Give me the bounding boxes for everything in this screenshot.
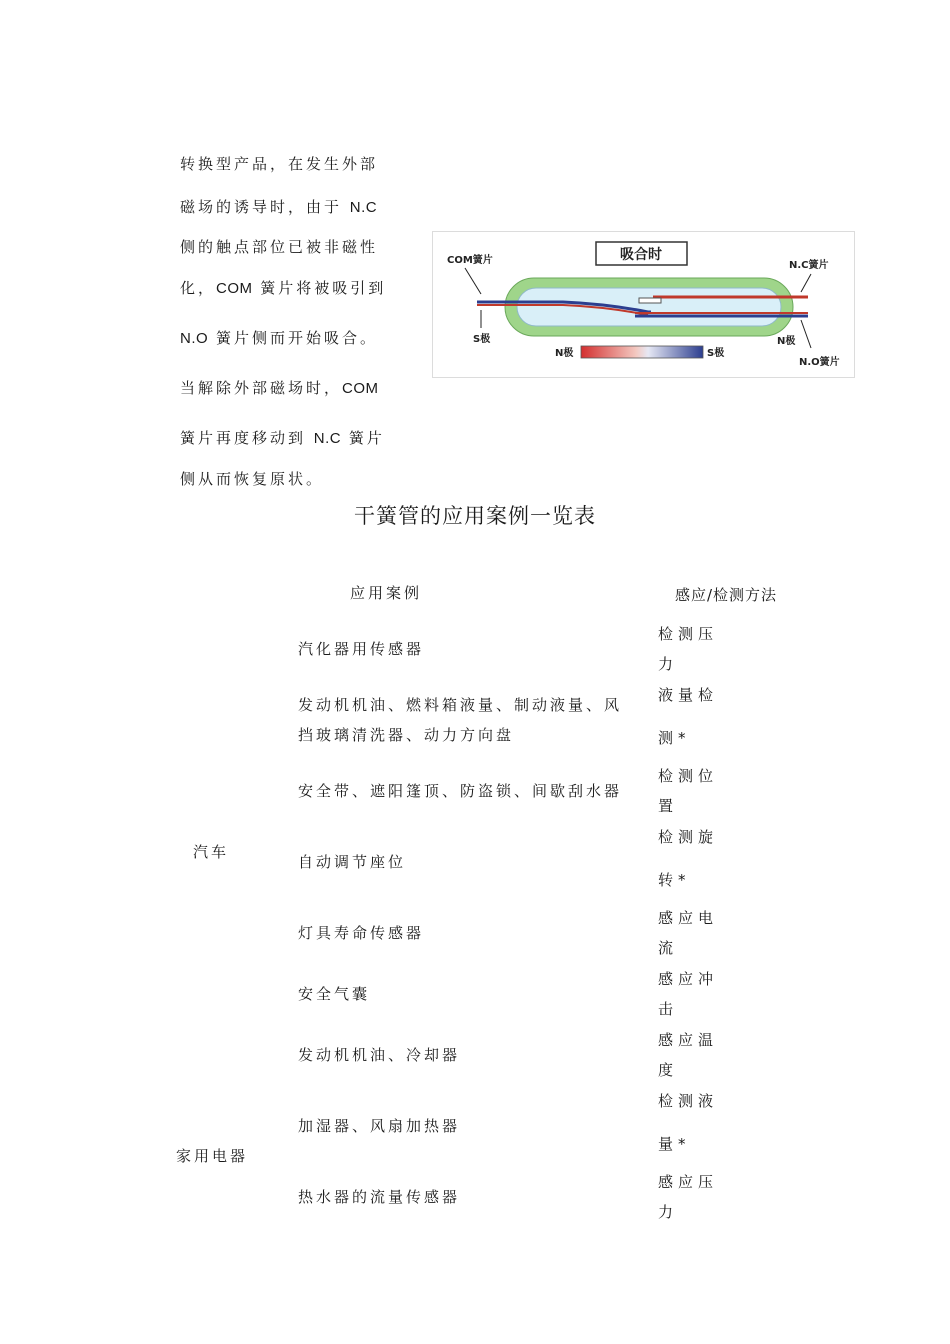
table-row-case: 发动机机油、冷却器 [298,1046,461,1064]
reed-switch-diagram [432,231,855,378]
table-row-method: 感应冲 击 [658,970,719,1018]
n-pole-right-label: N极 [777,336,796,347]
com-leader [465,268,481,294]
bar-s-label: S极 [707,348,725,359]
s-pole-left-label: S极 [473,334,491,345]
intro-line: 磁场的诱导时，由于 N.C [180,198,378,216]
table-row-case: 汽化器用传感器 [298,640,425,658]
intro-line: 簧片再度移动到 N.C 簧片 [180,429,385,447]
group-home-appliances: 家用电器 [176,1147,249,1165]
nc-contact [639,298,661,303]
intro-line: 当解除外部磁场时，COM [180,379,379,397]
table-row-method: 检测液 量* [658,1092,719,1153]
header-case: 应用案例 [350,584,423,602]
table-row-case: 灯具寿命传感器 [298,924,425,942]
intro-line: 转换型产品，在发生外部 [180,155,379,173]
nc-label: N.C簧片 [789,260,829,271]
intro-line: 侧的触点部位已被非磁性 [180,238,379,256]
intro-line: N.O 簧片侧而开始吸合。 [180,329,378,347]
magnet-bar [581,346,703,358]
table-row-case: 安全带、遮阳篷顶、防盗锁、间歇刮水器 [298,782,623,800]
table-title: 干簧管的应用案例一览表 [354,504,596,528]
table-row-case: 加湿器、风扇加热器 [298,1117,461,1135]
intro-line: 化，COM 簧片将被吸引到 [180,279,387,297]
table-row-method: 检测旋 转* [658,828,719,889]
figure-title: 吸合时 [620,247,662,263]
table-row-method: 感应电 流 [658,909,719,957]
table-row-case-cont: 挡玻璃清洗器、动力方向盘 [298,726,515,744]
group-automobile: 汽车 [193,843,230,861]
table-row-case: 自动调节座位 [298,853,407,871]
table-row-method: 感应温 度 [658,1031,719,1079]
table-row-method: 感应压 力 [658,1173,719,1221]
table-row-method: 检测位 置 [658,767,719,815]
table-row-method: 液量检 测* [658,686,719,747]
reed-switch-svg [433,232,854,377]
com-label: COM簧片 [447,255,493,266]
nc-leader [801,274,811,292]
table-row-method: 检测压 力 [658,625,719,673]
table-row-case: 安全气囊 [298,985,371,1003]
table-row-case: 热水器的流量传感器 [298,1188,461,1206]
no-label: N.O簧片 [799,357,840,368]
intro-line: 侧从而恢复原状。 [180,470,325,488]
header-method: 感应/检测方法 [675,586,778,604]
no-leader [801,320,811,348]
table-row-case: 发动机机油、燃料箱液量、制动液量、风 [298,696,623,714]
glass-inner [517,288,781,326]
bar-n-label: N极 [555,348,574,359]
